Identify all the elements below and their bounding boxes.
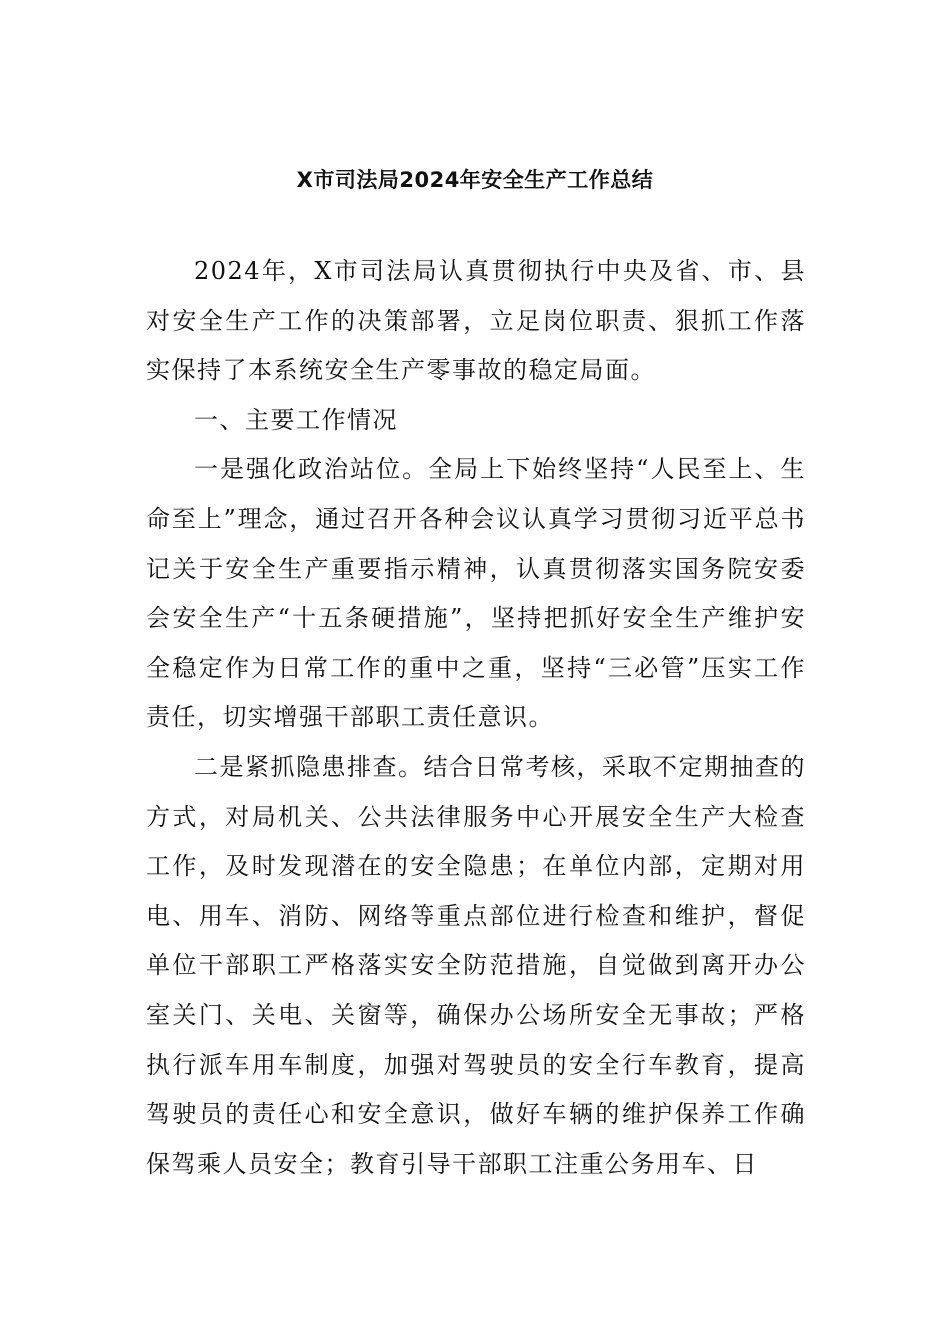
document-title: X市司法局2024年安全生产工作总结 [296, 168, 654, 192]
paragraph-intro: 2024年，X市司法局认真贯彻执行中央及省、市、县对安全生产工作的决策部署，立足岗位职责、狠抓工作落实保持了本系统安全生产零事故的稳定局面。 [146, 257, 806, 385]
document-body [146, 247, 806, 1189]
section-heading-main-work: 一、主要工作情况 [194, 405, 398, 434]
paragraph-political-stance: 一是强化政治站位。全局上下始终坚持“人民至上、生命至上”理念，通过召开各种会议认真学习贯彻习近平总书记关于安全生产重要指示精神，认真贯彻落实国务院安委会安全生产“十五条硬措施”，坚持把抓好安全生产维护安全稳定作为日常工作的重中之重，坚持“三必管”压实工作责任，切实增强干部职工责任意识。 [146, 455, 806, 732]
paragraph-hazard-inspection: 二是紧抓隐患排查。结合日常考核，采取不定期抽查的方式，对局机关、公共法律服务中心开展安全生产大检查工作，及时发现潜在的安全隐患；在单位内部，定期对用电、用车、消防、网络等重点部位进行检查和维护，督促单位干部职工严格落实安全防范措施，自觉做到离开办公室关门、关电、关窗等，确保办公场所安全无事故；严格执行派车用车制度，加强对驾驶员的安全行车教育，提高驾驶员的责任心和安全意识，做好车辆的维护保养工作确保驾乘人员安全；教育引导干部职工注重公务用车、日 [146, 752, 806, 1178]
